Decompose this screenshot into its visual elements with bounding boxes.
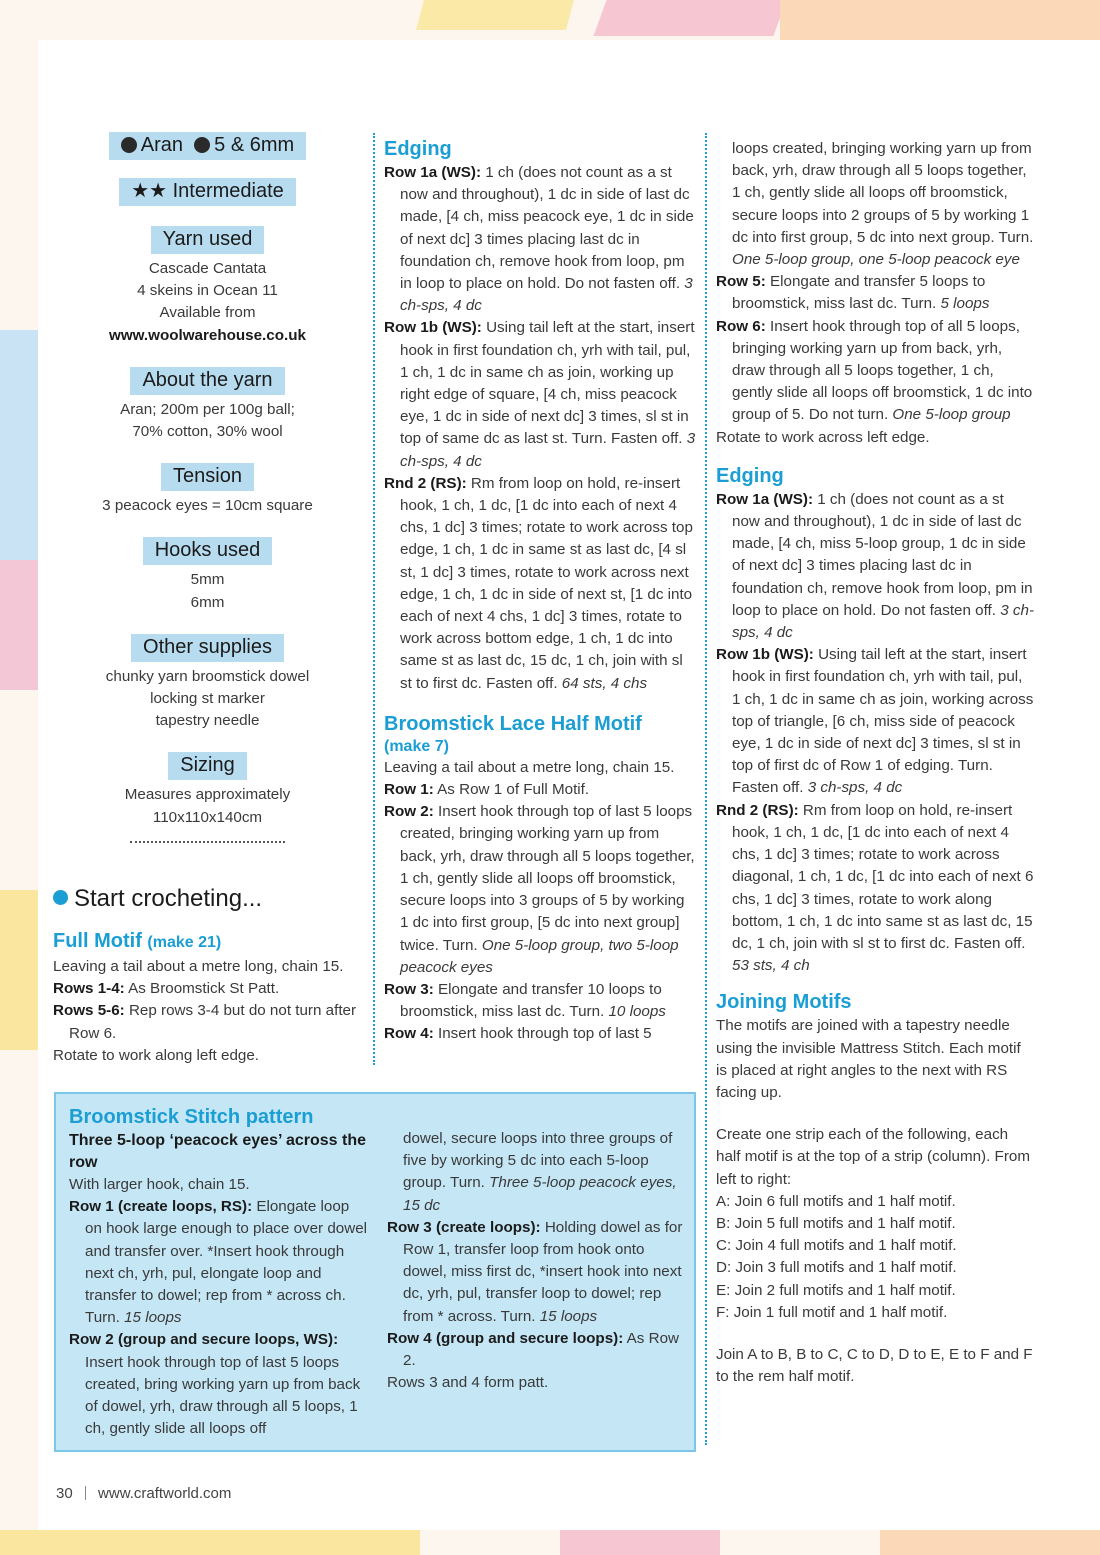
box-column-left	[69, 1104, 367, 1440]
row-count: One 5-loop group	[888, 406, 1011, 424]
instruction-row	[387, 1128, 685, 1217]
row-text: As Row 2.	[403, 1329, 679, 1370]
paragraph: Create one strip each of the following, each half motif is at the top of a strip (column). From left to right:	[716, 1126, 1030, 1188]
row-count: One 5-loop group, two 5-loop peacock eyes	[400, 936, 679, 976]
yarn-ball-icon	[121, 137, 137, 153]
footer-url[interactable]: www.craftworld.com	[98, 1485, 232, 1502]
row-text: Using tail left at the start, insert hook in first foundation ch, yrh with tail, pul, 1 ch, 1 dc in same ch as join, working across top of triangle, [6 ch, miss side of peacock eye, 1 dc in side of next dc] 3 times, sl st in top of first dc of Row 1 of edging. Turn. Fasten off.	[732, 646, 1034, 797]
supplies-line: tapestry needle	[155, 712, 260, 730]
paint-stroke-pink-bottom	[560, 1530, 720, 1555]
start-heading	[53, 884, 361, 914]
paint-stroke-yellow-left	[0, 890, 38, 1050]
yarn-weight-badge	[109, 132, 306, 160]
page-footer	[56, 1485, 231, 1502]
paragraph: Rotate to work along left edge.	[53, 1046, 260, 1064]
joining-heading: Joining Motifs	[716, 991, 852, 1014]
yarn-used-line: 4 skeins in Ocean 11	[137, 282, 278, 300]
paint-stroke-yellow	[416, 0, 574, 30]
hook-sizes: 5 & 6mm	[214, 134, 295, 156]
instruction-row	[384, 801, 696, 979]
join-list-item: B: Join 5 full motifs and 1 half motif.	[716, 1214, 956, 1232]
paragraph: Rotate to work across left edge.	[716, 428, 930, 446]
about-yarn-line: Aran; 200m per 100g ball;	[120, 400, 295, 418]
row-label: Row 1a (WS):	[384, 164, 482, 181]
paint-stroke-blue	[0, 330, 38, 560]
row-count: 3 ch-sps, 4 dc	[400, 275, 693, 315]
paragraph: Rows 3 and 4 form patt.	[387, 1374, 549, 1392]
row-label: Row 1a (WS):	[716, 490, 814, 508]
row-text: 1 ch (does not count as a st now and throughout), 1 dc in side of last dc made, [4 ch, miss 5-loop group, 1 dc in side of next dc] 3 times placing last dc in foundation ch, remove hook from loop, pm in loop to place on hold. Do not fasten off.	[732, 490, 1033, 619]
row-text: Insert hook through top of last 5 loops created, bringing working yarn up from back, yrh, draw through all 5 loops together, 1 ch, gently slide all loops off broomstick, secure loops into 3 groups of 5 by working 1 dc into first group, [5 dc into next group] twice. Turn.	[400, 803, 695, 954]
tension-heading: Tension	[161, 463, 254, 491]
column-divider	[705, 133, 707, 1445]
paint-stroke-peach-bottom	[880, 1530, 1100, 1555]
instruction-row	[716, 316, 1034, 427]
sizing-line: 110x110x140cm	[152, 808, 263, 826]
row-count: 64 sts, 4 chs	[557, 674, 648, 692]
sidebar	[55, 132, 360, 843]
box-column-right	[387, 1128, 685, 1394]
row-label: Row 3:	[384, 980, 434, 998]
instruction-row	[384, 317, 696, 472]
join-list-item: D: Join 3 full motifs and 1 half motif.	[716, 1259, 957, 1277]
yarn-url: www.woolwarehouse.co.uk	[109, 326, 306, 344]
row-text: Rm from loop on hold, re-insert hook, 1 ch, 1 dc, [1 dc into each of next 4 chs, 1 dc] 3 times; rotate to work across diagonal, 1 ch, 1 dc, [1 dc into each of next 6 chs, 1 dc] 3 times, rotate to work along bottom, 1 ch, 1 dc into same st as last dc, 15 dc, 1 ch, join with sl st to first dc. Fasten off.	[732, 801, 1034, 952]
instruction-row	[384, 473, 696, 695]
row-label: Row 4 (group and secure loops):	[387, 1329, 624, 1347]
instruction-row	[387, 1217, 685, 1328]
paragraph: The motifs are joined with a tapestry needle using the invisible Mattress Stitch. Each motif is placed at right angles to the next with RS facing up.	[716, 1017, 1021, 1101]
instruction-row	[384, 779, 696, 801]
instruction-row	[384, 979, 696, 1023]
instruction-row	[69, 1329, 367, 1440]
full-motif-title: Full Motif	[53, 930, 142, 952]
paint-stroke-peach	[780, 0, 1100, 44]
paint-stroke-pink-left	[0, 560, 38, 690]
row-text: As Row 1 of Full Motif.	[433, 781, 590, 799]
row-label: Row 1b (WS):	[384, 319, 482, 337]
column-3	[716, 138, 1034, 1388]
instruction-row	[384, 1023, 696, 1045]
row-count: 15 loops	[119, 1309, 182, 1327]
about-yarn-line: 70% cotton, 30% wool	[132, 423, 283, 441]
yarn-used-line: Cascade Cantata	[148, 260, 267, 277]
full-motif-heading	[53, 928, 361, 956]
page-number: 30	[56, 1485, 73, 1502]
row-text: Rm from loop on hold, re-insert hook, 1 ch, 1 dc, [1 dc into each of next 4 chs, 1 dc] 3 times; rotate to work across top edge, 1 ch, 1 dc in same st as last dc, [4 sl st, 1 dc] 3 times, rotate to work across next edge, 1 ch, 1 dc in side of next st, [1 dc into each of next 4 chs, 1 dc] 3 times, rotate to work across bottom edge, 1 ch, 1 dc into same st as last dc, 15 dc, 1 ch, join with sl st to first dc. Fasten off.	[400, 474, 693, 692]
row-text: dowel, secure loops into three groups of five by working 5 dc into each 5-loop group. Turn.	[403, 1130, 673, 1192]
row-text: Insert hook through top of last 5 loops created, bring working yarn up from back of dowel, yrh, draw through all 5 loops, 1 ch, gently slide all loops off	[85, 1353, 361, 1438]
instruction-row	[384, 162, 696, 317]
row-text: loops created, bringing working yarn up from back, yrh, draw through all 5 loops together, 1 ch, gently slide all loops off broomstick, secure loops into 2 groups of 5 by working 1 dc into first group, 5 dc into next group. Turn.	[732, 140, 1034, 246]
row-count: Three 5-loop peacock eyes, 15 dc	[403, 1174, 677, 1214]
sizing-heading: Sizing	[168, 752, 246, 780]
yarn-used-heading: Yarn used	[151, 226, 265, 254]
hooks-line: 6mm	[190, 593, 225, 611]
row-text: Insert hook through top of all 5 loops, bringing working yarn up from back, yrh, draw through all 5 loops together, 1 ch, gently slide all loops off broomstick, 1 dc into group of 5. Do not turn.	[732, 317, 1033, 424]
row-label: Row 3 (create loops):	[387, 1218, 541, 1236]
supplies-heading: Other supplies	[131, 634, 284, 662]
row-count: 15 loops	[535, 1307, 598, 1325]
row-text: As Broomstick St Patt.	[124, 980, 280, 998]
paragraph: With larger hook, chain 15.	[69, 1176, 250, 1193]
supplies-line: chunky yarn broomstick dowel	[105, 667, 310, 685]
row-count: 5 loops	[936, 295, 990, 313]
edging-heading: Edging	[716, 464, 784, 487]
footer-separator	[85, 1486, 86, 1500]
full-motif-qty: (make 21)	[147, 934, 222, 951]
instruction-row	[716, 644, 1034, 799]
column-2	[384, 136, 696, 1046]
start-section	[53, 884, 361, 1067]
join-list-item: A: Join 6 full motifs and 1 half motif.	[716, 1192, 956, 1210]
edging-heading: Edging	[384, 138, 452, 160]
row-label: Row 1b (WS):	[716, 646, 814, 664]
half-motif-heading: Broomstick Lace Half Motif	[384, 712, 642, 735]
row-label: Rows 5-6:	[53, 1002, 125, 1020]
paint-stroke-pink	[593, 0, 786, 36]
row-text: Holding dowel as for Row 1, transfer loop from hook onto dowel, miss first dc, *insert hook into next dc, yrh, pul, transfer loop to dowel; rep from * across. Turn.	[403, 1218, 683, 1325]
row-count: 3 ch-sps, 4 dc	[732, 601, 1034, 642]
join-list-item: E: Join 2 full motifs and 1 half motif.	[716, 1281, 956, 1299]
instruction-row	[69, 1196, 367, 1329]
paragraph: Join A to B, B to C, C to D, D to E, E to F and F to the rem half motif.	[716, 1345, 1033, 1386]
row-count: One 5-loop group, one 5-loop peacock eye	[732, 251, 1020, 269]
box-subtitle: Three 5-loop ‘peacock eyes’ across the row	[69, 1132, 367, 1171]
about-yarn-heading: About the yarn	[130, 367, 284, 395]
row-label: Row 4:	[384, 1025, 434, 1043]
start-title: Start crocheting...	[74, 885, 263, 912]
hooks-heading: Hooks used	[143, 537, 273, 565]
row-label: Row 1 (create loops, RS):	[69, 1198, 253, 1216]
row-count: 53 sts, 4 ch	[732, 957, 810, 975]
hooks-line: 5mm	[190, 571, 225, 589]
stitch-pattern-box	[54, 1092, 696, 1452]
yarn-used-line: Available from	[159, 304, 256, 322]
paragraph: Leaving a tail about a metre long, chain 15.	[384, 758, 675, 776]
half-motif-qty: (make 7)	[384, 737, 449, 755]
row-text: Using tail left at the start, insert hook in first foundation ch, yrh with tail, pul, 1 ch, 1 dc in same ch as join, working up right edge of square, [4 ch, miss peacock eye, 1 dc in side of next dc] 3 times, sl st in top of same dc as last st. Turn. Fasten off.	[400, 319, 695, 448]
instruction-row	[53, 1000, 361, 1044]
row-count: 10 loops	[604, 1003, 666, 1021]
hook-icon	[194, 137, 210, 153]
row-label: Rnd 2 (RS):	[716, 801, 799, 819]
instruction-row	[53, 978, 361, 1000]
row-count: 3 ch-sps, 4 dc	[400, 430, 696, 470]
instruction-row	[387, 1328, 685, 1372]
instruction-row	[716, 271, 1034, 315]
dotted-divider	[130, 841, 285, 843]
column-divider	[373, 133, 375, 1065]
row-label: Row 5:	[716, 273, 766, 291]
row-text: Insert hook through top of last 5	[433, 1025, 652, 1043]
row-label: Row 2:	[384, 803, 434, 821]
yarn-weight: Aran	[140, 134, 184, 156]
instruction-row	[716, 489, 1034, 644]
row-text: Rep rows 3-4 but do not turn after Row 6.	[69, 1002, 357, 1042]
sizing-line: Measures approximately	[124, 786, 291, 804]
row-text: Elongate and transfer 5 loops to broomstick, miss last dc. Turn.	[732, 273, 986, 313]
instruction-row	[716, 800, 1034, 978]
join-list-item: C: Join 4 full motifs and 1 half motif.	[716, 1237, 957, 1255]
join-list-item: F: Join 1 full motif and 1 half motif.	[716, 1303, 948, 1321]
row-count: 3 ch-sps, 4 dc	[803, 779, 903, 797]
row-text: 1 ch (does not count as a st now and throughout), 1 dc in side of last dc made, [4 ch, miss peacock eye, 1 dc in side of next dc] 3 times placing last dc in foundation ch, remove hook from loop, pm in loop to place on hold. Do not fasten off.	[400, 164, 694, 293]
row-label: Rnd 2 (RS):	[384, 474, 467, 492]
row-label: Row 2 (group and secure loops, WS):	[69, 1331, 339, 1349]
paragraph: Leaving a tail about a metre long, chain 15.	[53, 958, 344, 975]
supplies-line: locking st marker	[150, 690, 265, 708]
row-text: Elongate and transfer 10 loops to broomstick, miss last dc. Turn.	[400, 980, 662, 1021]
instruction-row	[716, 138, 1034, 271]
tension-line: 3 peacock eyes = 10cm square	[102, 497, 313, 515]
row-label: Row 6:	[716, 317, 766, 335]
box-title: Broomstick Stitch pattern	[69, 1106, 314, 1128]
row-label: Row 1:	[384, 781, 434, 799]
yarn-ball-icon	[53, 890, 68, 905]
row-text: Elongate loop on hook large enough to place over dowel and transfer over. *Insert hook through next ch, yrh, pul, elongate loop and transfer to dowel; rep from * across ch. Turn.	[85, 1198, 368, 1327]
row-label: Rows 1-4:	[53, 980, 125, 998]
skill-level-badge: ★★ Intermediate	[119, 178, 296, 206]
paint-stroke-yellow-bottom	[0, 1530, 420, 1555]
